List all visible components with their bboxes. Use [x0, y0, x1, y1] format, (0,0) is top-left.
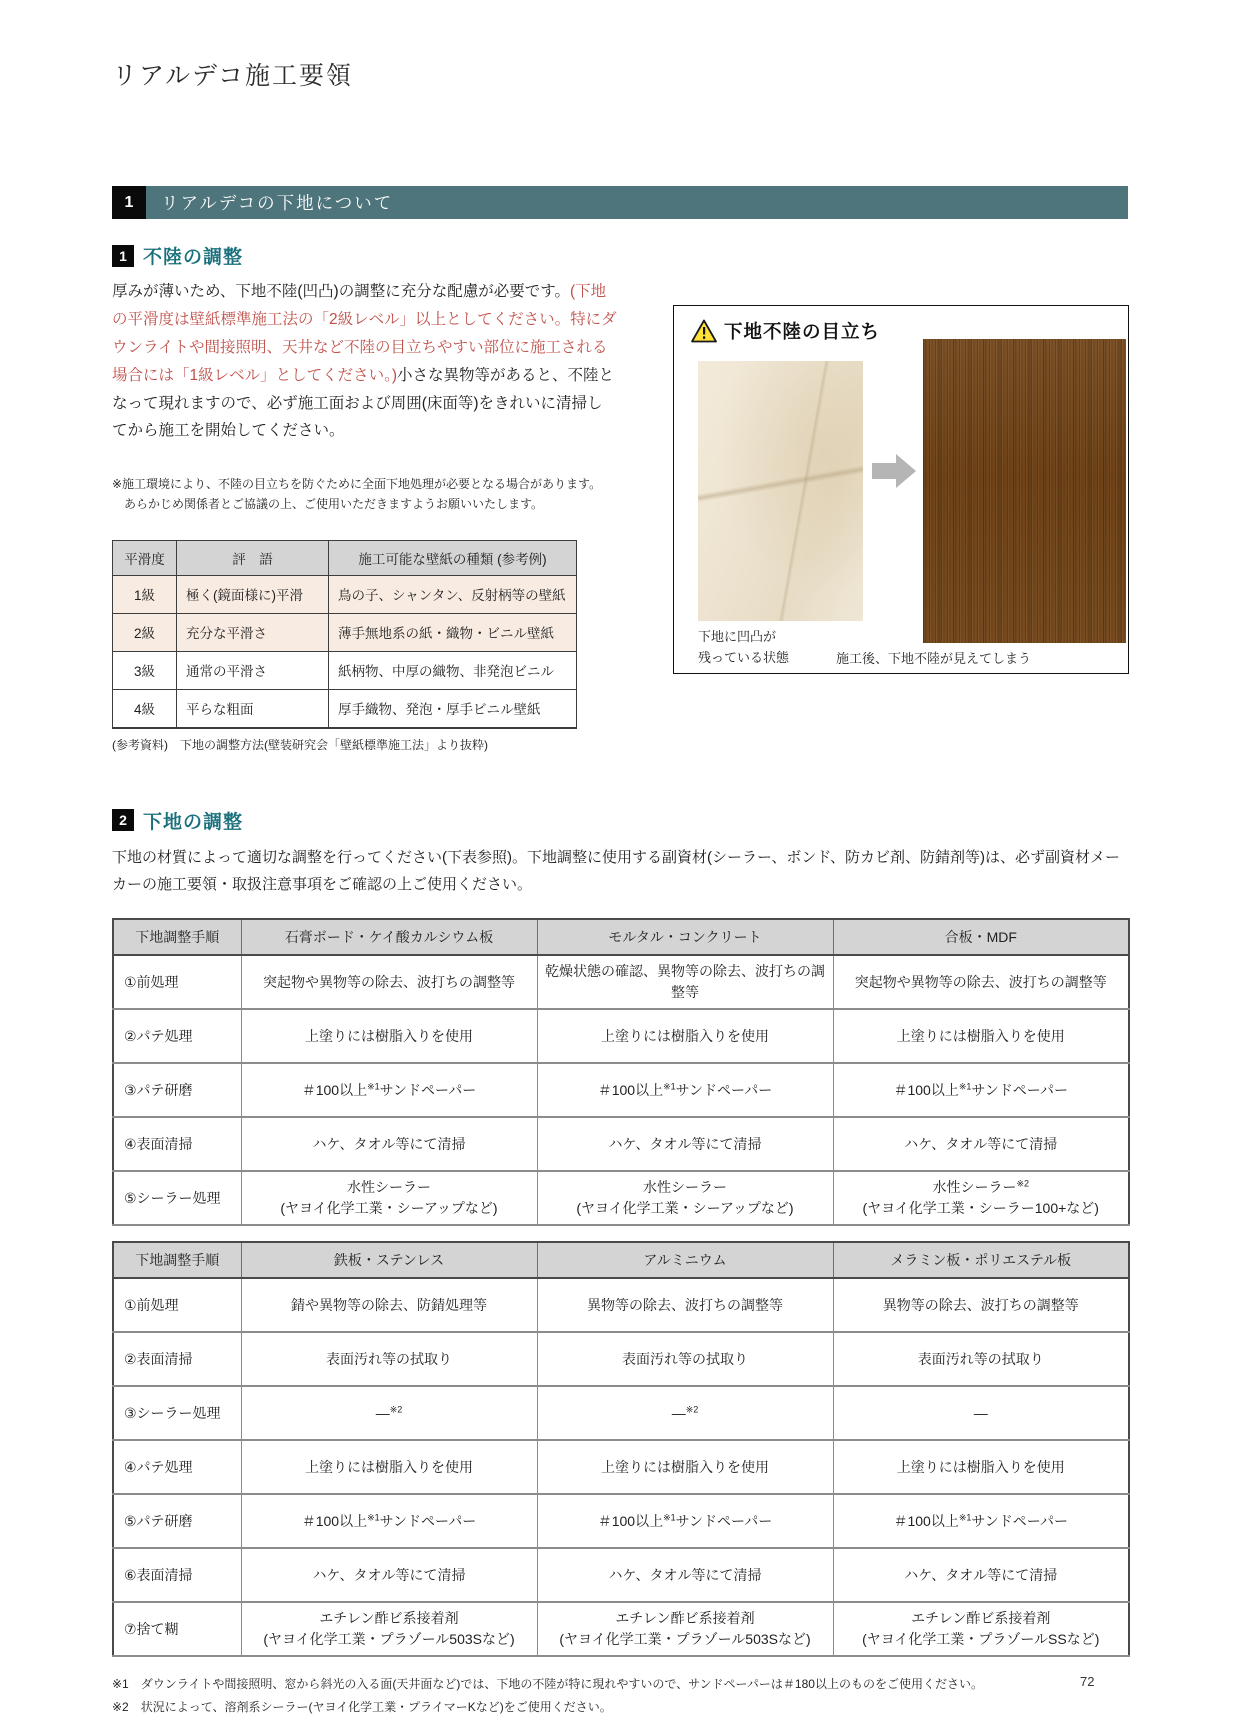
- uneven-substrate-photo: [698, 361, 863, 621]
- subsection2-title: 下地の調整: [143, 811, 244, 833]
- footnote-1: ※1 ダウンライトや間接照明、窓から斜光の入る面(天井面など)では、下地の不陸が特に現れやすいので、サンドペーパーは＃180以上のものをご使用ください。: [112, 1676, 983, 1691]
- section2-paragraph: 下地の材質によって適切な調整を行ってください(下表参照)。下地調整に使用する副資材(シーラー、ボンド、防カビ剤、防錆剤等)は、必ず副資材メーカーの施工要領・取扱注意事項をご確認の上ご使用ください。: [112, 848, 1121, 893]
- table-cell: 通常の平滑さ: [177, 651, 329, 689]
- table-cell: 水性シーラー (ヤヨイ化学工業・シーアップなど): [537, 1171, 833, 1225]
- row-label-cell: ①前処理: [113, 955, 241, 1009]
- table-cell: 表面汚れ等の拭取り: [537, 1332, 833, 1386]
- paragraph-text-red: (下地の平滑度は壁紙標準施工法の「2級レベル」以上としてください。特にダウンライトや間接照明、天井など不陸の目立ちやすい部位に施工される場合には「1級レベル」としてください。): [112, 283, 617, 384]
- table-cell: 上塗りには樹脂入りを使用: [537, 1440, 833, 1494]
- table-header-cell: 下地調整手順: [113, 919, 241, 955]
- table-header-cell: 鉄板・ステンレス: [241, 1242, 537, 1278]
- table-header-cell: 平滑度: [113, 540, 177, 575]
- page-number: 72: [1080, 1674, 1095, 1689]
- table-cell: ＃100以上$^{※1}$サンドペーパー: [537, 1063, 833, 1117]
- table-cell: 上塗りには樹脂入りを使用: [241, 1009, 537, 1063]
- row-label-cell: ③パテ研磨: [113, 1063, 241, 1117]
- table-row: [113, 1548, 1129, 1602]
- table-row: [113, 575, 577, 613]
- table-cell: 異物等の除去、波打ちの調整等: [537, 1278, 833, 1332]
- table-row: [113, 955, 1129, 1009]
- table-row: [113, 613, 577, 651]
- section1-left-column: [112, 242, 618, 753]
- note-line-1: ※施工環境により、不陸の目立ちを防ぐために全面下地処理が必要となる場合があります。: [112, 477, 602, 492]
- table-cell: 上塗りには樹脂入りを使用: [833, 1009, 1129, 1063]
- table-header-row: [113, 540, 577, 575]
- table-cell: 錆や異物等の除去、防錆処理等: [241, 1278, 537, 1332]
- left-photo-caption: [698, 626, 789, 669]
- subsection2-number-badge: 2: [112, 809, 134, 831]
- table-row: [113, 651, 577, 689]
- row-label-cell: ①前処理: [113, 1278, 241, 1332]
- smoothness-table-caption: (参考資料) 下地の調整方法(壁装研究会「壁紙標準施工法」より抜粋): [112, 737, 488, 752]
- table-header-cell: 合板・MDF: [833, 919, 1129, 955]
- section-banner: [112, 186, 1128, 219]
- table-row: [113, 1332, 1129, 1386]
- row-label-cell: ②パテ処理: [113, 1009, 241, 1063]
- section-banner-title: リアルデコの下地について: [161, 193, 394, 213]
- table-cell: ハケ、タオル等にて清掃: [537, 1117, 833, 1171]
- table-cell: 突起物や異物等の除去、波打ちの調整等: [241, 955, 537, 1009]
- table-cell: 表面汚れ等の拭取り: [833, 1332, 1129, 1386]
- table-cell: 表面汚れ等の拭取り: [241, 1332, 537, 1386]
- warning-triangle-icon: [691, 319, 717, 343]
- table-cell: ハケ、タオル等にて清掃: [833, 1548, 1129, 1602]
- table-cell: —: [833, 1386, 1129, 1440]
- table-cell: 上塗りには樹脂入りを使用: [241, 1440, 537, 1494]
- table-header-row: [113, 1242, 1129, 1278]
- body-paragraph: [112, 278, 618, 445]
- table-header-cell: 評 語: [177, 540, 329, 575]
- section1-columns: [112, 242, 1128, 753]
- table-header-row: [113, 919, 1129, 955]
- substrate-adjustment-table-1: [112, 918, 1130, 1226]
- finished-wood-surface-photo: [923, 339, 1126, 643]
- table-cell: ＃100以上$^{※1}$サンドペーパー: [537, 1494, 833, 1548]
- table-cell: 水性シーラー (ヤヨイ化学工業・シーアップなど): [241, 1171, 537, 1225]
- table-row: [113, 1063, 1129, 1117]
- right-photo-caption: 施工後、下地不陸が見えてしまう: [836, 651, 1032, 666]
- page-title: リアルデコ施工要領: [112, 62, 354, 90]
- table-cell: 上塗りには樹脂入りを使用: [833, 1440, 1129, 1494]
- row-label-cell: ②表面清掃: [113, 1332, 241, 1386]
- subsection1-heading: [112, 242, 618, 269]
- row-label-cell: ⑤パテ研磨: [113, 1494, 241, 1548]
- table-row: [113, 1494, 1129, 1548]
- paragraph-text-black-2: 小さな異物等があると、不陸となって現れますので、必ず施工面および周囲(床面等)をきれいに清掃してから施工を開始してください。: [112, 366, 615, 440]
- footnotes: [112, 1673, 1128, 1719]
- table-cell: ハケ、タオル等にて清掃: [833, 1117, 1129, 1171]
- row-label-cell: 3級: [113, 651, 177, 689]
- note-line-2: あらかじめ関係者とご協議の上、ご使用いただきますようお願いいたします。: [124, 496, 544, 511]
- row-label-cell: ③シーラー処理: [113, 1386, 241, 1440]
- row-label-cell: ⑦捨て糊: [113, 1602, 241, 1656]
- substrate-adjustment-table-2: [112, 1241, 1130, 1657]
- section1-right-column: [673, 305, 1129, 753]
- table-row: [113, 1440, 1129, 1494]
- arrow-right-icon: [872, 454, 916, 488]
- section-number-badge: 1: [112, 186, 146, 219]
- subsection1-title: 不陸の調整: [143, 247, 244, 268]
- subsection1-number-badge: 1: [112, 245, 134, 267]
- table-cell: エチレン酢ビ系接着剤 (ヤヨイ化学工業・プラゾール503Sなど): [537, 1602, 833, 1656]
- footnote-2: ※2 状況によって、溶剤系シーラー(ヤヨイ化学工業・プライマーKなど)をご使用ください。: [112, 1699, 612, 1714]
- table-header-cell: メラミン板・ポリエステル板: [833, 1242, 1129, 1278]
- arrow-head: [896, 454, 916, 488]
- table-cell: ＃100以上$^{※1}$サンドペーパー: [241, 1494, 537, 1548]
- paragraph-text-black: 厚みが薄いため、下地不陸(凹凸)の調整に充分な配慮が必要です。: [112, 283, 570, 300]
- smoothness-table: [112, 540, 577, 729]
- table-header-cell: アルミニウム: [537, 1242, 833, 1278]
- table-cell: エチレン酢ビ系接着剤 (ヤヨイ化学工業・プラゾールSSなど): [833, 1602, 1129, 1656]
- table-row: [113, 1278, 1129, 1332]
- page-content: [112, 0, 1128, 1718]
- row-label-cell: 2級: [113, 613, 177, 651]
- table-row: [113, 1117, 1129, 1171]
- subsection2-heading: [112, 807, 1128, 834]
- left-photo-caption-line1: 下地に凹凸が: [698, 629, 777, 644]
- row-label-cell: ⑥表面清掃: [113, 1548, 241, 1602]
- table-cell: 充分な平滑さ: [177, 613, 329, 651]
- table-row: [113, 1171, 1129, 1225]
- table-cell: ハケ、タオル等にて清掃: [537, 1548, 833, 1602]
- table-cell: 平らな粗面: [177, 689, 329, 728]
- table-cell: ＃100以上$^{※1}$サンドペーパー: [833, 1494, 1129, 1548]
- table-header-cell: 石膏ボード・ケイ酸カルシウム板: [241, 919, 537, 955]
- table-cell: 突起物や異物等の除去、波打ちの調整等: [833, 955, 1129, 1009]
- table-cell: ＃100以上$^{※1}$サンドペーパー: [241, 1063, 537, 1117]
- callout-title: [691, 318, 880, 344]
- table-cell: 異物等の除去、波打ちの調整等: [833, 1278, 1129, 1332]
- table-cell: —$^{※2}$: [537, 1386, 833, 1440]
- row-label-cell: 4級: [113, 689, 177, 728]
- table-header-cell: モルタル・コンクリート: [537, 919, 833, 955]
- table-header-cell: 施工可能な壁紙の種類 (参考例): [329, 540, 577, 575]
- table-row: [113, 689, 577, 728]
- note: [112, 475, 618, 513]
- row-label-cell: 1級: [113, 575, 177, 613]
- left-photo-caption-line2: 残っている状態: [698, 650, 790, 666]
- table-header-cell: 下地調整手順: [113, 1242, 241, 1278]
- table-cell: 上塗りには樹脂入りを使用: [537, 1009, 833, 1063]
- table-cell: ＃100以上$^{※1}$サンドペーパー: [833, 1063, 1129, 1117]
- table-row: [113, 1386, 1129, 1440]
- table-cell: 乾燥状態の確認、異物等の除去、波打ちの調整等: [537, 955, 833, 1009]
- row-label-cell: ④パテ処理: [113, 1440, 241, 1494]
- table-cell: ハケ、タオル等にて清掃: [241, 1548, 537, 1602]
- arrow-bar: [872, 463, 896, 479]
- table-cell: エチレン酢ビ系接着剤 (ヤヨイ化学工業・プラゾール503Sなど): [241, 1602, 537, 1656]
- table-cell: 鳥の子、シャンタン、反射柄等の壁紙: [329, 575, 577, 613]
- table-cell: —$^{※2}$: [241, 1386, 537, 1440]
- row-label-cell: ⑤シーラー処理: [113, 1171, 241, 1225]
- table-cell: ハケ、タオル等にて清掃: [241, 1117, 537, 1171]
- unevenness-callout-box: [673, 305, 1129, 674]
- table-row: [113, 1009, 1129, 1063]
- table-cell: 紙柄物、中厚の織物、非発泡ビニル: [329, 651, 577, 689]
- callout-title-text: 下地不陸の目立ち: [724, 321, 881, 342]
- table-cell: 薄手無地系の紙・織物・ビニル壁紙: [329, 613, 577, 651]
- table-row: [113, 1602, 1129, 1656]
- table-cell: 厚手織物、発泡・厚手ビニル壁紙: [329, 689, 577, 728]
- table-cell: 極く(鏡面様に)平滑: [177, 575, 329, 613]
- row-label-cell: ④表面清掃: [113, 1117, 241, 1171]
- table-cell: 水性シーラー$^{※2}$ (ヤヨイ化学工業・シーラー100+など): [833, 1171, 1129, 1225]
